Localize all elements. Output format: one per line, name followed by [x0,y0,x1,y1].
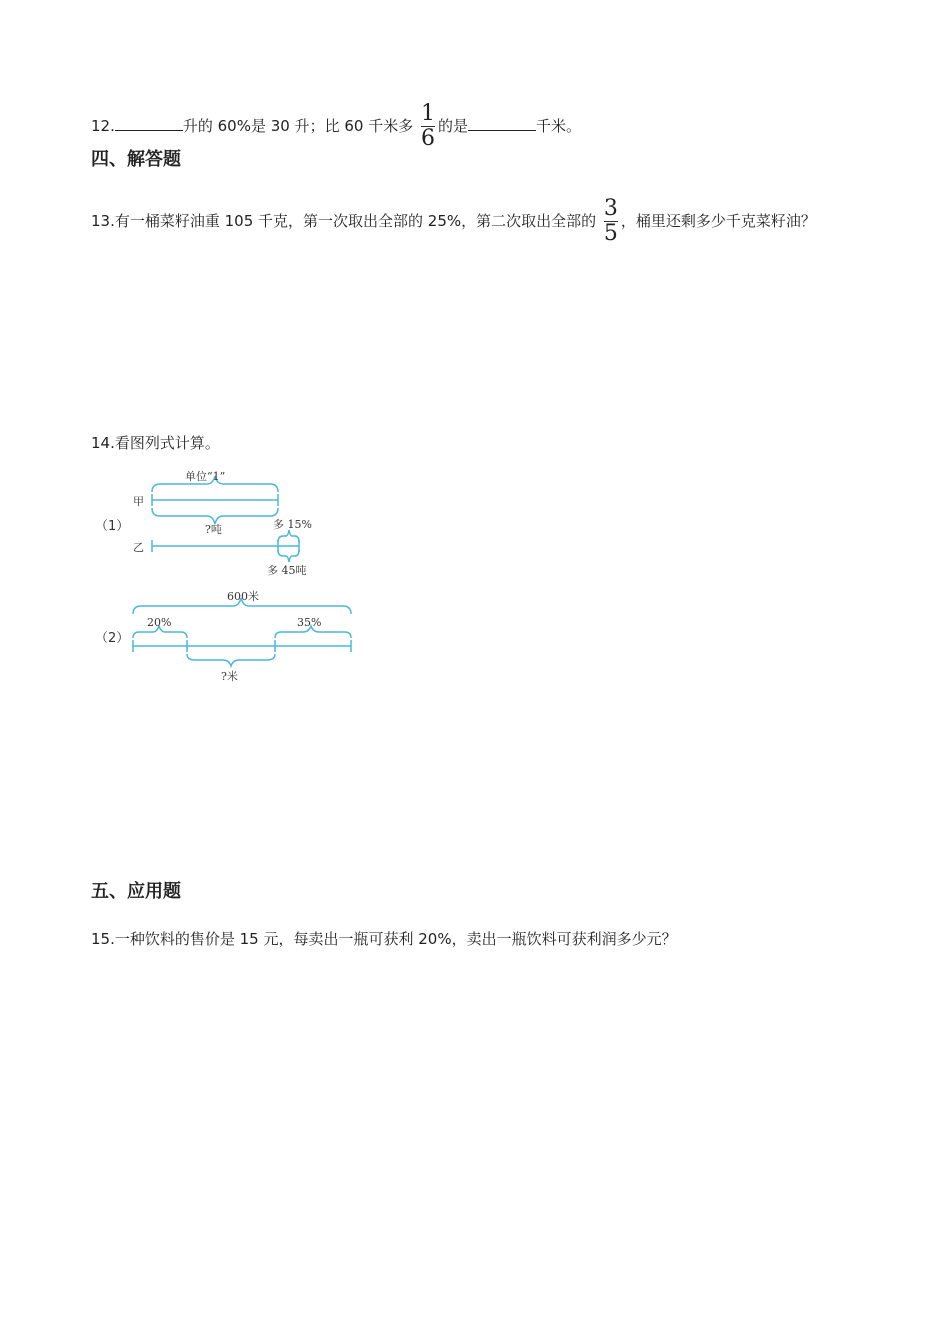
brace-more-15 [278,530,299,542]
label-20pct: 20% [147,616,172,629]
q13-fraction [604,198,618,245]
label-more-45: 多 45吨 [267,564,307,577]
q13-text-b: ，桶里还剩多少千克菜籽油？ [620,212,816,230]
q12-fraction [421,103,435,150]
label-question-m: ?米 [221,670,238,683]
label-600m: 600米 [227,590,259,603]
question-12 [91,103,581,150]
label-question-ton: ?吨 [205,523,222,536]
q12-blank-2[interactable] [468,116,536,131]
q13-frac-denominator: 5 [603,221,618,246]
label-unit-one: 单位“1” [185,470,226,483]
q12-blank-1[interactable] [115,116,183,131]
line-diagram [125,460,455,700]
q12-text-b: 的是 [438,117,469,135]
q13-text-a: 13.有一桶菜籽油重 105 千克，第一次取出全部的 25%，第二次取出全部的 [91,212,597,230]
part2-label: （2） [95,631,130,646]
label-more-15: 多 15% [273,518,312,531]
q12-text-a: 升的 60%是 30 升；比 60 千米多 [182,117,414,135]
question-13 [91,198,816,245]
brace-question-m [187,654,275,666]
label-yi: 乙 [133,541,144,554]
question-15: 15.一种饮料的售价是 15 元，每卖出一瓶可获利 20%，卖出一瓶饮料可获利润多少元？ [91,930,677,948]
q12-text-c: 千米。 [536,117,582,135]
part1-label: （1） [95,519,130,534]
q12-frac-numerator: 1 [421,101,435,126]
brace-more-45 [278,550,299,562]
q12-frac-denominator: 6 [421,126,435,151]
brace-question-ton [152,508,278,524]
label-35pct: 35% [297,616,322,629]
section-heading-5: 五、应用题 [91,881,181,902]
q13-frac-numerator: 3 [603,196,618,221]
section-heading-4: 四、解答题 [91,149,181,170]
question-14: 14.看图列式计算。 [91,434,220,452]
label-jia: 甲 [133,495,144,508]
q12-number: 12. [91,117,115,135]
